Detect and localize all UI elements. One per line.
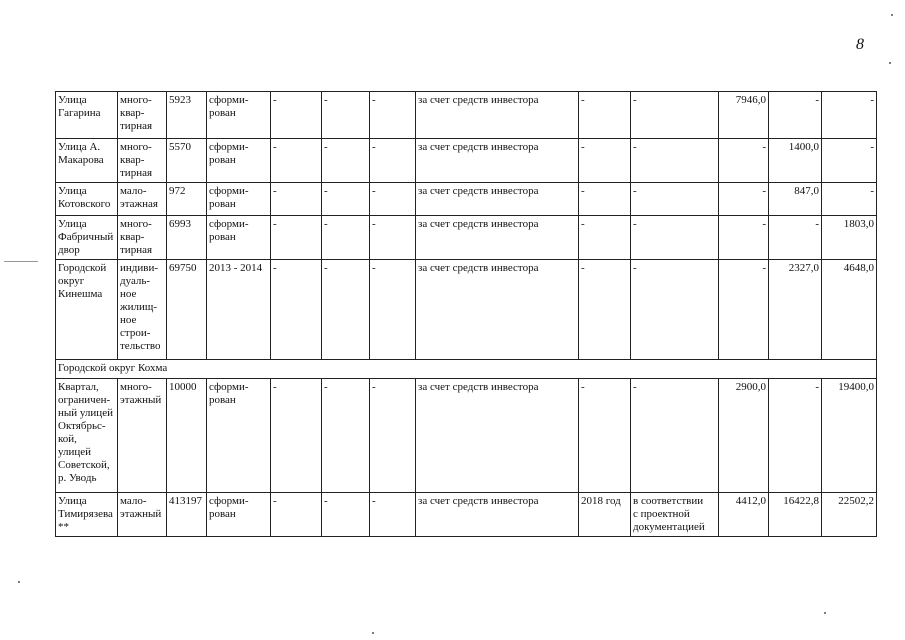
cell-text: много- квар- тирная xyxy=(120,218,153,256)
cell-text: за счет средств инвестора xyxy=(418,141,539,153)
table-cell-building-type xyxy=(118,183,167,216)
cell-text: 972 xyxy=(169,185,186,197)
table-cell-status xyxy=(207,92,271,139)
cell-text: - xyxy=(273,185,277,197)
table-cell-col-5 xyxy=(271,260,322,360)
cell-text: за счет средств инвестора xyxy=(418,381,539,393)
table-cell-col-7 xyxy=(370,260,416,360)
cell-text: за счет средств инвестора xyxy=(418,218,539,230)
table-cell-location xyxy=(56,183,118,216)
cell-text: 4412,0 xyxy=(735,495,766,507)
cell-text: - xyxy=(372,262,376,274)
cell-text: - xyxy=(815,381,819,393)
margin-mark xyxy=(4,261,38,262)
cell-text: - xyxy=(581,381,585,393)
cell-text: много- этажный xyxy=(120,381,162,406)
table-cell-location xyxy=(56,260,118,360)
table-cell-building-type xyxy=(118,92,167,139)
table-cell-area xyxy=(167,139,207,183)
table-cell-notes xyxy=(631,139,719,183)
cell-text: в соответствии с проектной документацией xyxy=(633,495,705,533)
table-cell-value-1 xyxy=(719,139,769,183)
table-cell-value-2 xyxy=(769,493,822,537)
section-label: Городской округ Кохма xyxy=(58,362,168,374)
table-cell-value-2 xyxy=(769,92,822,139)
table-cell-col-5 xyxy=(271,139,322,183)
table-cell-deadline xyxy=(579,92,631,139)
table-cell-col-6 xyxy=(322,139,370,183)
table-row xyxy=(56,139,877,183)
table-cell-status xyxy=(207,183,271,216)
table-row xyxy=(56,216,877,260)
table-cell-col-6 xyxy=(322,260,370,360)
cell-text: - xyxy=(633,94,637,106)
table-cell-col-7 xyxy=(370,493,416,537)
table-cell-status xyxy=(207,493,271,537)
table-cell-col-5 xyxy=(271,216,322,260)
cell-text: индиви- дуаль- ное жилищ- ное строи- тельство xyxy=(120,262,161,352)
cell-text: - xyxy=(633,262,637,274)
table-cell-value-3 xyxy=(822,92,877,139)
cell-text: - xyxy=(372,495,376,507)
cell-text: 5923 xyxy=(169,94,191,106)
table-cell-area xyxy=(167,183,207,216)
table-cell-financing-source xyxy=(416,216,579,260)
table-cell-notes xyxy=(631,216,719,260)
cell-text: - xyxy=(372,185,376,197)
section-header-cell xyxy=(56,360,877,379)
cell-text: 847,0 xyxy=(794,185,819,197)
cell-text: за счет средств инвестора xyxy=(418,495,539,507)
table-cell-value-3 xyxy=(822,260,877,360)
cell-text: - xyxy=(581,141,585,153)
table-cell-notes xyxy=(631,92,719,139)
table-cell-deadline xyxy=(579,139,631,183)
cell-text: - xyxy=(815,94,819,106)
table-cell-area xyxy=(167,92,207,139)
table-cell-value-2 xyxy=(769,139,822,183)
table-cell-notes xyxy=(631,379,719,493)
cell-text: Улица Тимирязева ** xyxy=(58,495,113,533)
table-cell-building-type xyxy=(118,260,167,360)
table-cell-col-5 xyxy=(271,493,322,537)
cell-text: - xyxy=(324,185,328,197)
table-cell-building-type xyxy=(118,139,167,183)
cell-text: сформи- рован xyxy=(209,185,249,210)
table-cell-location xyxy=(56,379,118,493)
cell-text: Улица Гагарина xyxy=(58,94,101,119)
table-cell-value-2 xyxy=(769,260,822,360)
cell-text: - xyxy=(581,185,585,197)
scan-speck xyxy=(824,612,826,614)
cell-text: 1400,0 xyxy=(788,141,819,153)
cell-text: - xyxy=(324,262,328,274)
table-cell-financing-source xyxy=(416,260,579,360)
cell-text: 10000 xyxy=(169,381,197,393)
scan-speck xyxy=(891,14,893,16)
table-cell-value-1 xyxy=(719,183,769,216)
page-number: 8 xyxy=(856,36,864,53)
cell-text: Квартал, ограничен- ный улицей Октябрьс- кой, улицей Советской, р. Уводь xyxy=(58,381,113,484)
table-cell-value-3 xyxy=(822,216,877,260)
cell-text: Улица Котовского xyxy=(58,185,111,210)
investment-table xyxy=(55,91,877,537)
table-cell-col-7 xyxy=(370,379,416,493)
table-cell-building-type xyxy=(118,216,167,260)
cell-text: много- квар- тирная xyxy=(120,141,153,179)
cell-text: 2900,0 xyxy=(735,381,766,393)
table-cell-col-7 xyxy=(370,92,416,139)
table-cell-value-3 xyxy=(822,139,877,183)
table-row xyxy=(56,379,877,493)
table-cell-deadline xyxy=(579,493,631,537)
table-cell-value-1 xyxy=(719,260,769,360)
cell-text: сформи- рован xyxy=(209,218,249,243)
cell-text: - xyxy=(870,141,874,153)
cell-text: - xyxy=(815,218,819,230)
cell-text: Улица А. Макарова xyxy=(58,141,104,166)
cell-text: - xyxy=(372,218,376,230)
cell-text: 1803,0 xyxy=(843,218,874,230)
cell-text: - xyxy=(762,185,766,197)
cell-text: - xyxy=(581,262,585,274)
cell-text: Городской округ Кинешма xyxy=(58,262,107,300)
table-cell-value-2 xyxy=(769,216,822,260)
section-row xyxy=(56,360,877,379)
cell-text: - xyxy=(273,262,277,274)
table-cell-col-5 xyxy=(271,379,322,493)
table-cell-building-type xyxy=(118,493,167,537)
table-cell-col-5 xyxy=(271,183,322,216)
cell-text: - xyxy=(633,141,637,153)
table-row xyxy=(56,260,877,360)
table-row xyxy=(56,183,877,216)
table-cell-location xyxy=(56,493,118,537)
table-cell-col-6 xyxy=(322,493,370,537)
cell-text: 16422,8 xyxy=(783,495,819,507)
cell-text: - xyxy=(324,218,328,230)
table-cell-value-1 xyxy=(719,493,769,537)
cell-text: - xyxy=(762,218,766,230)
cell-text: - xyxy=(581,218,585,230)
table-cell-status xyxy=(207,139,271,183)
cell-text: 5570 xyxy=(169,141,191,153)
table-cell-notes xyxy=(631,260,719,360)
cell-text: за счет средств инвестора xyxy=(418,94,539,106)
table-cell-col-6 xyxy=(322,379,370,493)
cell-text: Улица Фабричный двор xyxy=(58,218,114,256)
table-cell-value-3 xyxy=(822,493,877,537)
cell-text: 7946,0 xyxy=(735,94,766,106)
table-cell-col-6 xyxy=(322,216,370,260)
scan-speck xyxy=(372,632,374,634)
cell-text: - xyxy=(633,218,637,230)
table-cell-location xyxy=(56,216,118,260)
table-cell-area xyxy=(167,493,207,537)
table-cell-location xyxy=(56,92,118,139)
cell-text: - xyxy=(870,94,874,106)
cell-text: сформи- рован xyxy=(209,141,249,166)
table-cell-value-3 xyxy=(822,379,877,493)
table-cell-status xyxy=(207,379,271,493)
cell-text: 6993 xyxy=(169,218,191,230)
cell-text: сформи- рован xyxy=(209,495,249,520)
cell-text: - xyxy=(372,141,376,153)
cell-text: - xyxy=(372,94,376,106)
table-cell-area xyxy=(167,260,207,360)
table-cell-building-type xyxy=(118,379,167,493)
cell-text: 69750 xyxy=(169,262,197,274)
table-cell-financing-source xyxy=(416,92,579,139)
cell-text: сформи- рован xyxy=(209,94,249,119)
table-cell-deadline xyxy=(579,183,631,216)
table-cell-deadline xyxy=(579,379,631,493)
cell-text: - xyxy=(762,262,766,274)
table-cell-location xyxy=(56,139,118,183)
table-row xyxy=(56,493,877,537)
table-cell-col-6 xyxy=(322,92,370,139)
cell-text: - xyxy=(762,141,766,153)
cell-text: - xyxy=(324,94,328,106)
table-cell-status xyxy=(207,216,271,260)
cell-text: - xyxy=(324,495,328,507)
cell-text: - xyxy=(324,381,328,393)
table-cell-value-1 xyxy=(719,379,769,493)
cell-text: 19400,0 xyxy=(838,381,874,393)
table-cell-value-2 xyxy=(769,183,822,216)
table-cell-value-1 xyxy=(719,216,769,260)
cell-text: 4648,0 xyxy=(843,262,874,274)
table-cell-deadline xyxy=(579,216,631,260)
cell-text: - xyxy=(633,381,637,393)
table-cell-value-2 xyxy=(769,379,822,493)
table-row xyxy=(56,92,877,139)
cell-text: 22502,2 xyxy=(838,495,874,507)
table-cell-financing-source xyxy=(416,139,579,183)
table-cell-financing-source xyxy=(416,493,579,537)
table-cell-status xyxy=(207,260,271,360)
cell-text: мало- этажная xyxy=(120,185,158,210)
table-cell-deadline xyxy=(579,260,631,360)
cell-text: - xyxy=(273,141,277,153)
cell-text: - xyxy=(870,185,874,197)
cell-text: - xyxy=(273,218,277,230)
table-cell-col-7 xyxy=(370,139,416,183)
cell-text: - xyxy=(581,94,585,106)
table-cell-notes xyxy=(631,493,719,537)
cell-text: много- квар- тирная xyxy=(120,94,153,132)
table-cell-financing-source xyxy=(416,379,579,493)
cell-text: за счет средств инвестора xyxy=(418,262,539,274)
table-cell-financing-source xyxy=(416,183,579,216)
scan-speck xyxy=(889,62,891,64)
cell-text: - xyxy=(273,495,277,507)
cell-text: - xyxy=(273,94,277,106)
table-cell-area xyxy=(167,379,207,493)
table-cell-value-1 xyxy=(719,92,769,139)
table-cell-col-5 xyxy=(271,92,322,139)
scan-speck xyxy=(18,581,20,583)
cell-text: - xyxy=(372,381,376,393)
cell-text: 2327,0 xyxy=(788,262,819,274)
cell-text: 2018 год xyxy=(581,495,621,507)
cell-text: 2013 - 2014 xyxy=(209,262,263,274)
cell-text: 413197 xyxy=(169,495,202,507)
cell-text: - xyxy=(273,381,277,393)
table-cell-col-7 xyxy=(370,183,416,216)
table-cell-notes xyxy=(631,183,719,216)
table-cell-col-6 xyxy=(322,183,370,216)
table-cell-value-3 xyxy=(822,183,877,216)
table-cell-area xyxy=(167,216,207,260)
cell-text: сформи- рован xyxy=(209,381,249,406)
cell-text: за счет средств инвестора xyxy=(418,185,539,197)
cell-text: - xyxy=(633,185,637,197)
table-cell-col-7 xyxy=(370,216,416,260)
cell-text: - xyxy=(324,141,328,153)
cell-text: мало- этажный xyxy=(120,495,162,520)
